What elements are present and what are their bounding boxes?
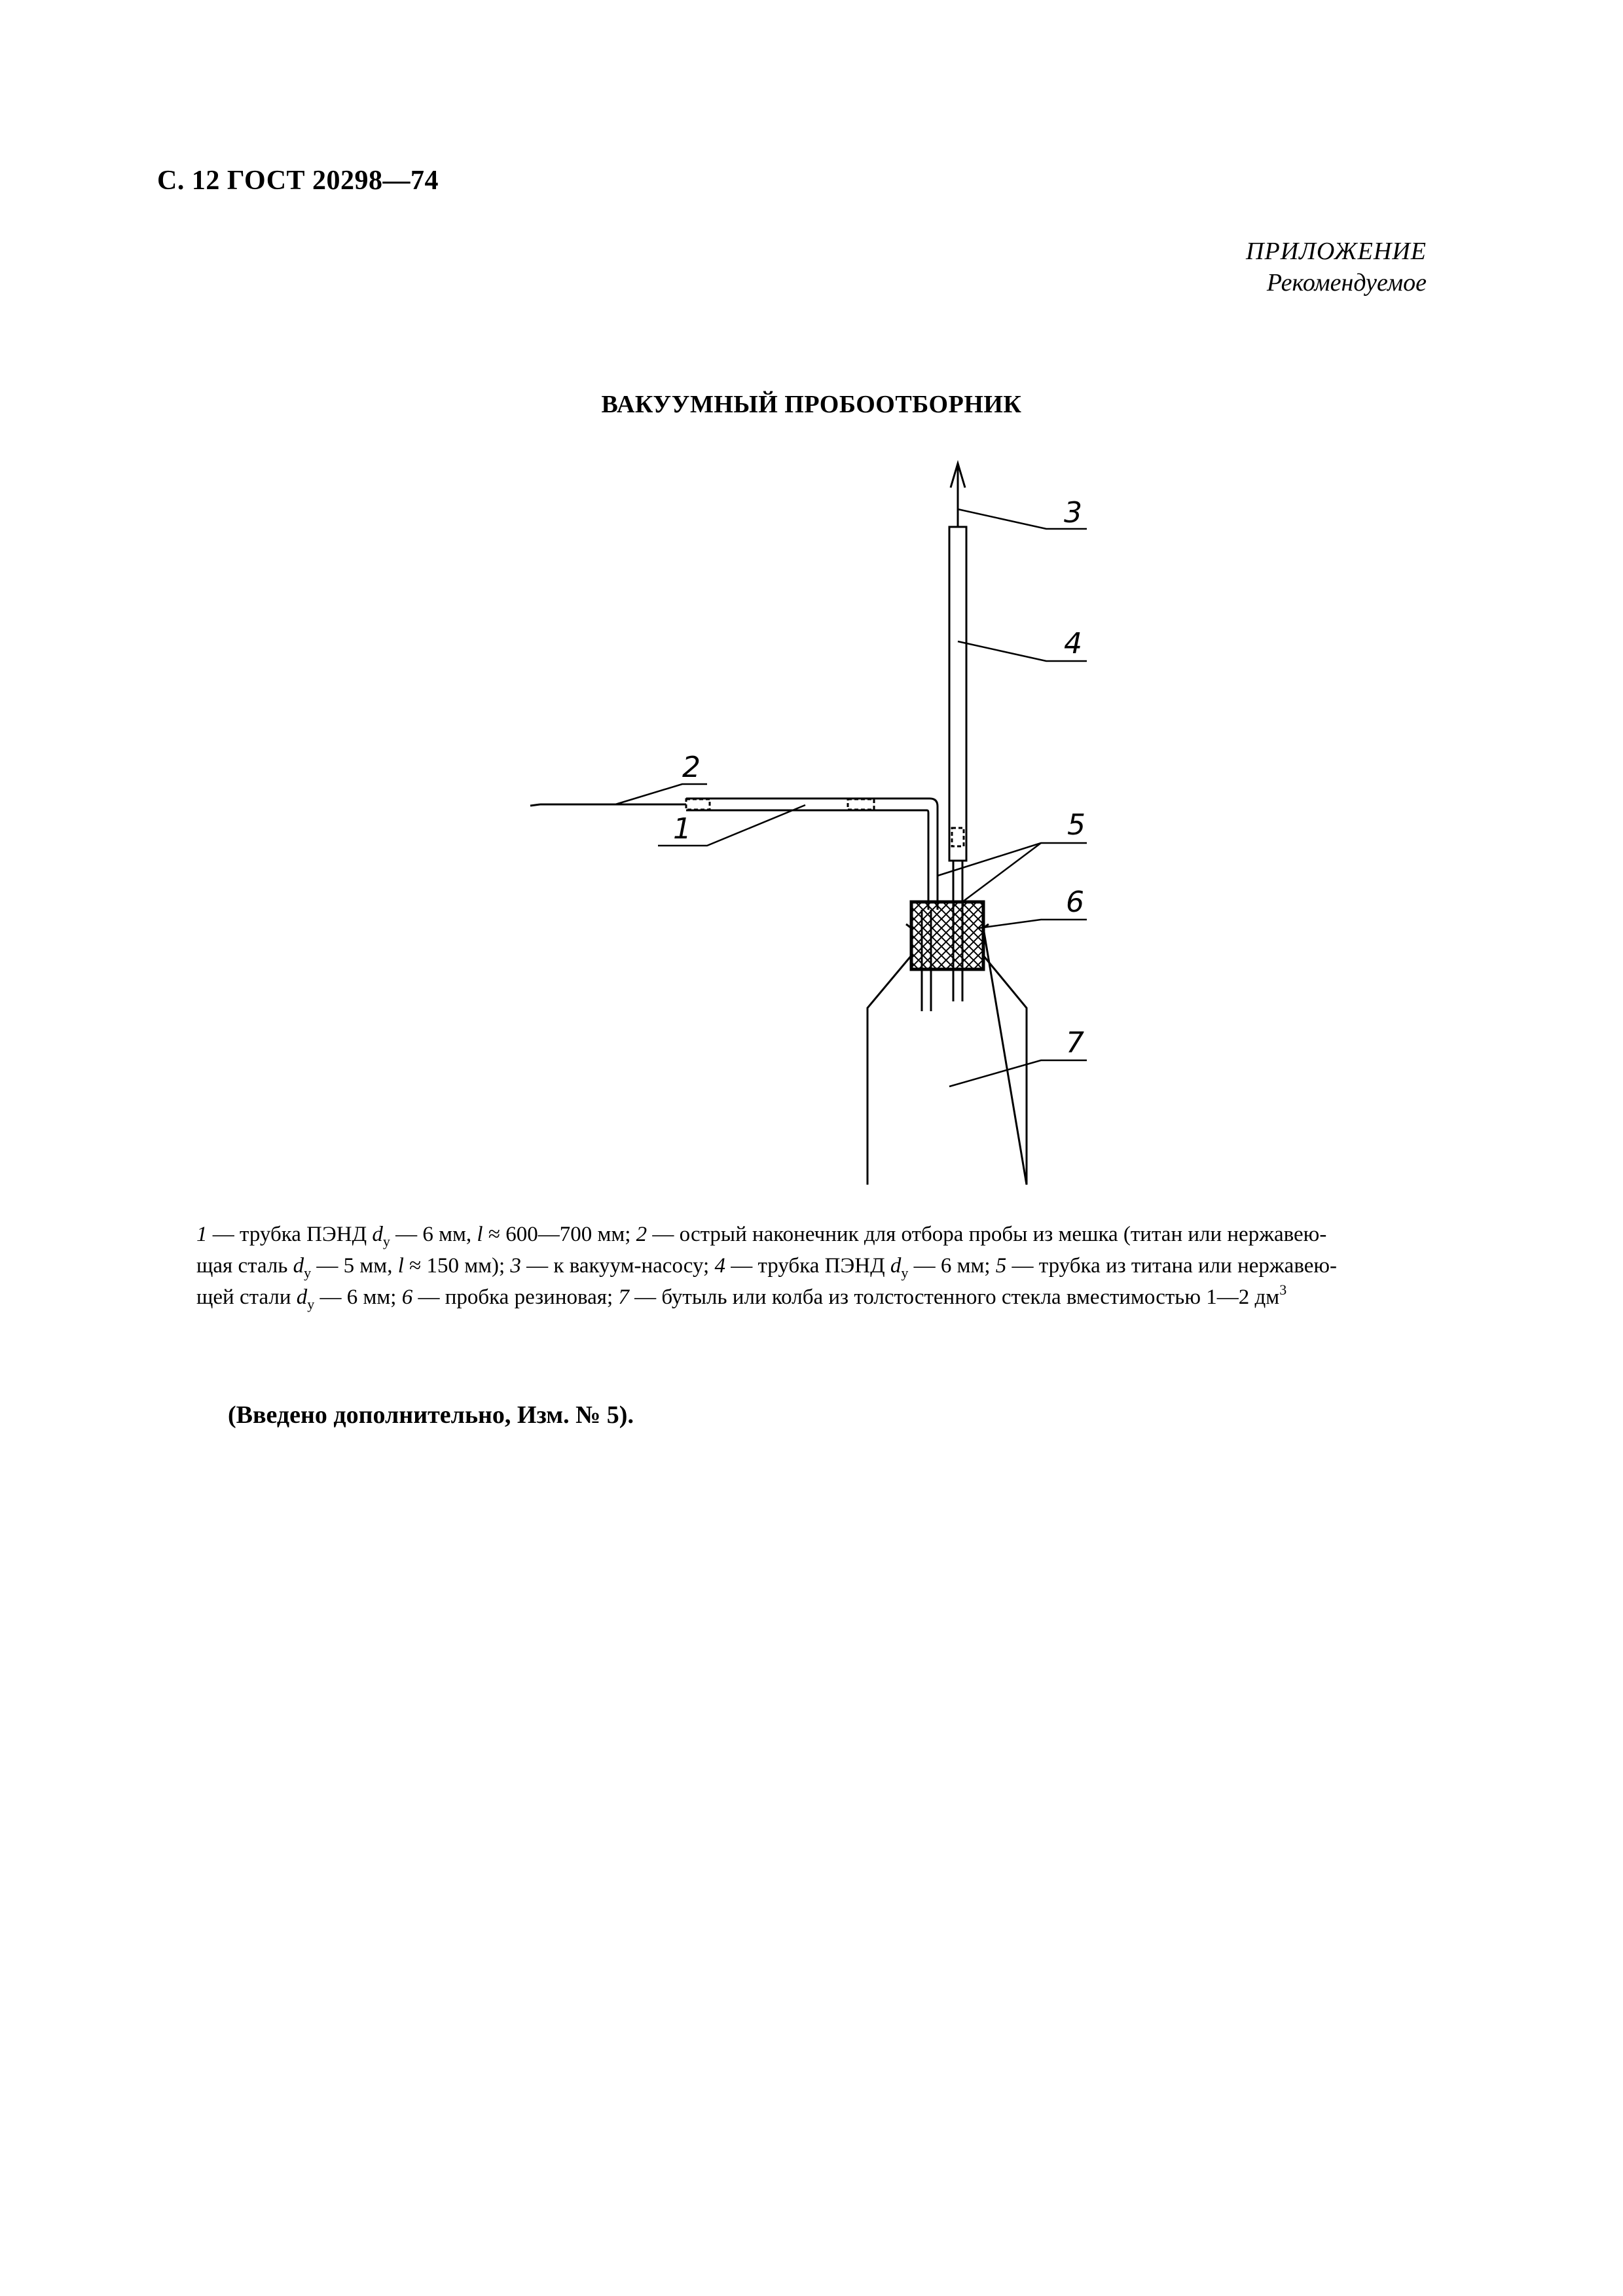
legend-line-3: щей стали $d_у$ — 6 мм; 6 — пробка резиновая; 7 — бутыль или колба из толстостенного стекла вместимостью 1—2 $дм^3$ [196,1282,1287,1312]
legend-num-5: 5 [995,1254,1007,1278]
callout-7: 7 [1066,1026,1084,1060]
callout-3: 3 [1064,496,1082,529]
legend-num-3: 3 [510,1254,521,1278]
figure-legend [196,1219,1427,1313]
callout-6: 6 [1066,886,1084,919]
sampler-figure [511,452,1165,1224]
stopper-6 [911,902,983,969]
legend-line-1: 1 — трубка ПЭНД $d_у$ — 6 мм, l ≈ 600—700 мм; 2 — острый наконечник для отбора пробы из мешка (титан или нержавею- [196,1223,1327,1249]
tube-4 [949,527,966,861]
bend-inner [927,810,928,910]
callout-5: 5 [1067,808,1085,842]
bend-outer [930,798,938,910]
legend-num-4: 4 [714,1254,725,1278]
fitting-1-right [848,799,874,810]
legend-num-2: 2 [636,1223,647,1246]
legend-line-2: щая сталь $d_у$ — 5 мм, l ≈ 150 мм); 3 — к вакуум-насосу; 4 — трубка ПЭНД $d_у$ — 6 мм; 5 — трубка из титана или нержавею- [196,1254,1337,1281]
fitting-4 [952,828,964,846]
appendix-status: Рекомендуемое [1266,269,1427,296]
legend-num-6: 6 [401,1285,413,1309]
legend-num-7: 7 [618,1285,629,1309]
leader-5b [962,843,1041,902]
leader-5a [938,843,1087,876]
amendment-note: (Введено дополнительно, Изм. № 5). [228,1401,634,1429]
appendix-label: ПРИЛОЖЕНИЕ [1246,238,1427,265]
leader-7 [949,1060,1087,1086]
leader-6 [979,920,1087,928]
callout-2: 2 [682,751,701,784]
document-title: ВАКУУМНЫЙ ПРОБООТБОРНИК [601,391,1022,418]
page-header: С. 12 ГОСТ 20298—74 [157,166,439,196]
legend-num-1: 1 [196,1223,208,1246]
leader-2 [615,784,707,804]
fitting-1-left [686,799,710,810]
callout-4: 4 [1064,627,1082,660]
sampler-diagram [511,452,1165,1224]
callout-1: 1 [673,812,691,846]
appendix-block [1246,236,1427,298]
